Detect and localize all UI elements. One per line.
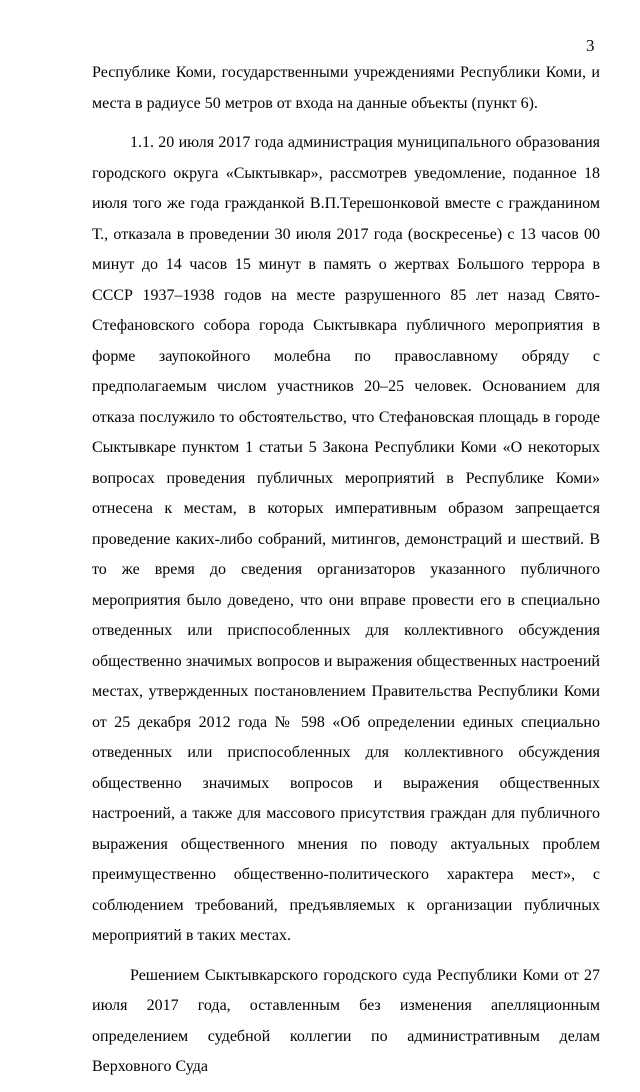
paragraph-court-decision: Решением Сыктывкарского городского суда Республики Коми от 27 июля 2017 года, оставленным без изменения апелляционным определением судебной коллегии по административным делам Верховного Суда [92,966,600,1075]
page-number: 3 [586,36,595,55]
paragraph-1-1: 1.1. 20 июля 2017 года администрация муниципального образования городского округа «Сыктывкар», рассмотрев уведомление, поданное 18 июля того же года гражданкой В.П.Терешонковой вместе с гражданином Т., отказала в проведении 30 июля 2017 года (воскресенье) с 13 часов 00 минут до 14 часов 15 минут в память о жертвах Большого террора в СССР 1937–1938 годов на месте разрушенного 85 лет назад Свято-Стефановского собора города Сыктывкара публичного мероприятия в форме заупокойного молебна по православному обряду с предполагаемым числом участников 20–25 человек. Основанием для отказа послужило то обстоятельство, что Стефановская площадь в городе Сыктывкаре пунктом 1 статьи 5 Закона Республики Коми «О некоторых вопросах проведения публичных мероприятий в Республике Коми» отнесена к местам, в которых императивным образом запрещается проведение каких-либо собраний, митингов, демонстраций и шествий. В то же время до сведения организаторов указанного публичного мероприятия было доведено, что они вправе провести его в специально отведенных или приспособленных для коллективного обсуждения общественно значимых вопросов и выражения общественных настроений местах, утвержденных постановлением Правительства Республики Коми от 25 декабря 2012 года № 598 «Об определении единых специально отведенных или приспособленных для коллективного обсуждения общественно значимых вопросов и выражения общественных настроений, а также для массового присутствия граждан для публичного выражения общественного мнения по поводу актуальных проблем преимущественно общественно-политического характера мест», с соблюдением требований, предъявляемых к организации публичных мероприятий в таких местах. [92,134,600,944]
document-body [92,58,600,1092]
paragraph-continuation: Республике Коми, государственными учреждениями Республики Коми, и места в радиусе 50 метров от входа на данные объекты (пункт 6). [92,64,600,112]
